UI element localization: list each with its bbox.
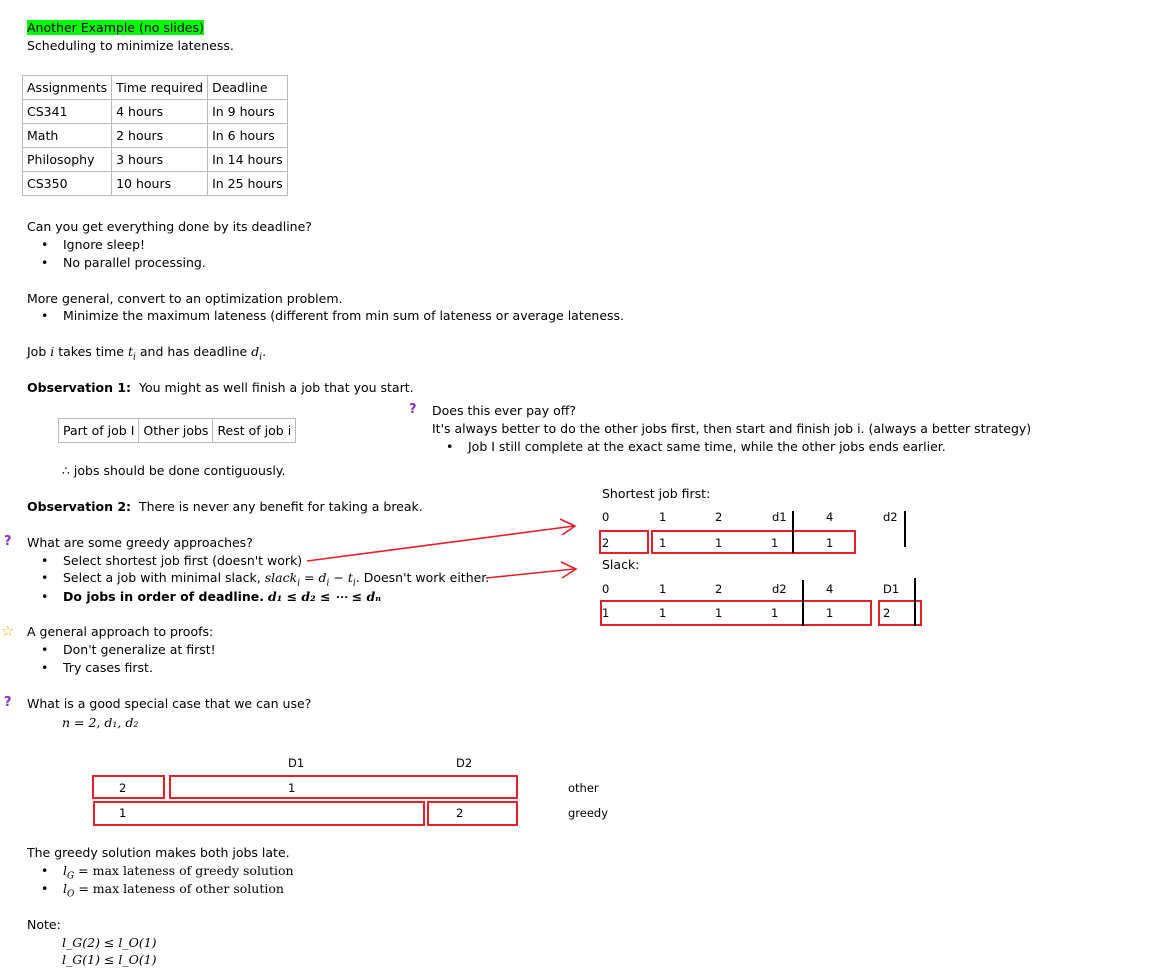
table-cell: 2 hours: [112, 124, 208, 148]
axis-label: d2: [883, 510, 898, 524]
axis-label: 2: [715, 582, 723, 596]
note-line: l_G(2) ≤ l_O(1): [62, 935, 157, 950]
job-cell: 1: [659, 606, 667, 620]
payoff-question: Does this ever pay off?: [432, 403, 576, 418]
axis-label: d1: [772, 510, 787, 524]
question-icon: ?: [409, 402, 417, 417]
job-cell: 2: [119, 781, 127, 795]
job-cell: 1: [826, 536, 834, 550]
payoff-answer: It's always better to do the other jobs first, then start and finish job i. (always a better strategy): [432, 421, 1032, 436]
table-cell: CS350: [23, 172, 112, 196]
question-icon: ?: [4, 534, 12, 549]
general-text: More general, convert to an optimization problem.: [27, 291, 343, 306]
axis-label: D1: [883, 582, 900, 596]
arrow-line: [486, 569, 574, 578]
note-line: l_G(1) ≤ l_O(1): [62, 952, 157, 967]
job-cell: 2: [883, 606, 891, 620]
table-cell: In 9 hours: [208, 100, 288, 124]
star-icon: ☆: [1, 622, 15, 640]
axis-label: 4: [826, 510, 834, 524]
late-text: The greedy solution makes both jobs late.: [27, 845, 290, 860]
note-label: Note:: [27, 917, 61, 932]
bullet-item: • No parallel processing.: [63, 255, 206, 271]
bullet-item: • Do jobs in order of deadline. d₁ ≤ d₂ ≤ ⋯ ≤ dₙ: [63, 589, 381, 605]
table-header: Deadline: [208, 76, 288, 100]
table-header: Assignments: [23, 76, 112, 100]
job-cell: 1: [288, 781, 296, 795]
table-header: Time required: [112, 76, 208, 100]
job-cell: 2: [602, 536, 610, 550]
conclusion-text: ∴ jobs should be done contiguously.: [62, 463, 286, 478]
page-title: Another Example (no slides): [27, 20, 204, 35]
bullet-item: • Try cases first.: [63, 660, 153, 676]
job-cell: 1: [715, 606, 723, 620]
axis-label: d2: [772, 582, 787, 596]
job-cell: 1: [659, 536, 667, 550]
question-icon: ?: [4, 695, 12, 710]
table-cell: Philosophy: [23, 148, 112, 172]
job-cell: 1: [771, 536, 779, 550]
axis-label: 0: [602, 582, 610, 596]
table-cell: Math: [23, 124, 112, 148]
proofs-title: A general approach to proofs:: [27, 624, 214, 639]
table-cell: In 6 hours: [208, 124, 288, 148]
deadline-label: D2: [456, 756, 473, 770]
special-math: n = 2, d₁, d₂: [62, 715, 139, 730]
job-definition: Job i takes time $t_i$ and has deadline $d_i$.: [27, 344, 267, 363]
bullet-item: • Job I still complete at the exact same time, while the other jobs ends earlier.: [468, 439, 946, 455]
row-label-greedy: greedy: [568, 806, 609, 820]
axis-label: 4: [826, 582, 834, 596]
axis-label: 2: [715, 510, 723, 524]
job-box: [169, 775, 518, 799]
job-cell: 2: [456, 806, 464, 820]
job-cell: 1: [715, 536, 723, 550]
bullet-item: • Ignore sleep!: [63, 237, 145, 253]
table-cell: In 14 hours: [208, 148, 288, 172]
question-deadline: Can you get everything done by its deadline?: [27, 219, 312, 234]
slack-title: Slack:: [602, 557, 640, 572]
job-box: [92, 775, 165, 799]
axis-label: 0: [602, 510, 610, 524]
job-box: [93, 801, 425, 826]
table-cell: Part of job I: [59, 419, 139, 443]
job-cell: 1: [119, 806, 127, 820]
table-cell: 10 hours: [112, 172, 208, 196]
sjf-title: Shortest job first:: [602, 486, 711, 501]
table-cell: 4 hours: [112, 100, 208, 124]
job-cell: 1: [602, 606, 610, 620]
axis-label: 1: [659, 510, 667, 524]
subtitle: Scheduling to minimize lateness.: [27, 38, 234, 53]
job-box: [427, 801, 518, 826]
row-label-other: other: [568, 781, 599, 795]
bullet-item: • $l_G = \max$ lateness of greedy solution: [63, 863, 294, 885]
table-cell: 3 hours: [112, 148, 208, 172]
table-cell: Other jobs: [139, 419, 213, 443]
arrow-line: [307, 526, 574, 561]
observation-1: Observation 1: You might as well finish a job that you start.: [27, 380, 414, 395]
job-cell: 1: [771, 606, 779, 620]
table-cell: CS341: [23, 100, 112, 124]
greedy-question: What are some greedy approaches?: [27, 535, 253, 550]
job-cell: 1: [826, 606, 834, 620]
deadline-label: D1: [288, 756, 305, 770]
table-cell: Rest of job i: [213, 419, 296, 443]
bullet-item: • Minimize the maximum lateness (different from min sum of lateness or average lateness.: [63, 308, 624, 324]
bullet-item: • Select a job with minimal slack, slack$_i$ = $d_i - t_i$. Doesn't work either.: [63, 570, 489, 592]
axis-label: 1: [659, 582, 667, 596]
table-cell: In 25 hours: [208, 172, 288, 196]
special-question: What is a good special case that we can use?: [27, 696, 312, 711]
bullet-item: • Select shortest job first (doesn't work): [63, 553, 302, 569]
bullet-item: • Don't generalize at first!: [63, 642, 216, 658]
observation-2: Observation 2: There is never any benefit for taking a break.: [27, 499, 423, 514]
bullet-item: • $l_O = \max$ lateness of other solution: [63, 881, 284, 903]
